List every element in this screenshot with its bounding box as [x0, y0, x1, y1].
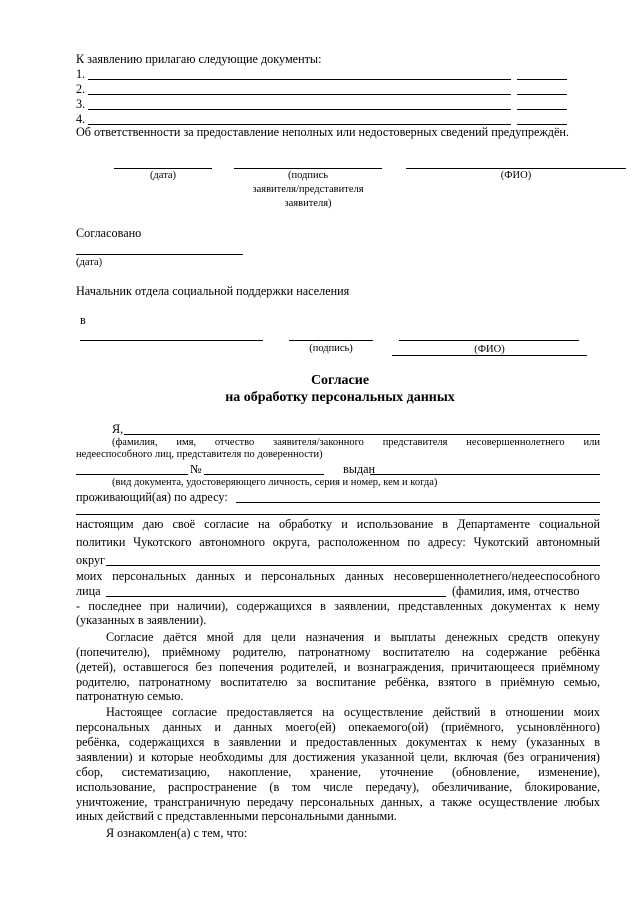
paragraph-line: иных действий с представленными персональными данными.	[76, 809, 397, 823]
attachment-item-number: 3.	[76, 97, 86, 111]
document-hint: (вид документа, удостоверяющего личность, серия и номер, кем и когда)	[112, 477, 438, 488]
attachment-item-number: 4.	[76, 112, 86, 126]
document-number-line[interactable]	[204, 474, 324, 475]
attachment-sheets-line[interactable]	[517, 94, 567, 95]
attachments-intro: К заявлению прилагаю следующие документы:	[76, 52, 322, 66]
document-issued-line[interactable]	[370, 474, 600, 475]
signature-caption: заявителя)	[284, 198, 332, 209]
okrug-label: округ	[76, 553, 106, 567]
approval-department-line[interactable]	[80, 340, 263, 341]
signature-line[interactable]	[234, 168, 382, 169]
consent-title: Согласие	[310, 373, 370, 388]
paragraph-line: заявлении) и которые необходимы для достижения указанной цели, включая (без ограничения)	[76, 750, 600, 764]
i-label: Я,	[112, 422, 124, 436]
fio-hint-inline: (фамилия, имя, отчество	[452, 584, 580, 598]
issued-label: выдан	[343, 462, 376, 476]
paragraph-line: (детей), оставшегося без попечения родителей, и вознаграждения, причитающееся приёмному	[76, 660, 600, 674]
paragraph-line: родителю, патронатному воспитателю за воспитание ребёнка, взятого в приёмную семью,	[76, 675, 600, 689]
approval-fio-underline	[392, 355, 587, 356]
attachment-item-number: 2.	[76, 82, 86, 96]
agreed-label: Согласовано	[76, 226, 142, 240]
approval-signature-line[interactable]	[289, 340, 373, 341]
document-type-line[interactable]	[76, 474, 188, 475]
paragraph-line: сбор, систематизацию, накопление, хранение, уточнение (обновление, изменение),	[76, 765, 600, 779]
attachment-line[interactable]	[88, 79, 511, 80]
paragraph-line: (попечителю), приёмному родителю, патронатному воспитателю на содержание ребёнка	[76, 645, 600, 659]
paragraph-line: - последнее при наличии), содержащихся в заявлении, представленных документах к нему	[76, 599, 600, 613]
paragraph-line: политики Чукотского автономного округа, расположенном по адресу: Чукотский автономный	[76, 535, 600, 549]
applicant-fio-line[interactable]	[124, 434, 600, 435]
attachment-sheets-line[interactable]	[517, 79, 567, 80]
date-line[interactable]	[114, 168, 212, 169]
paragraph-line: ребёнка, содержащихся в заявлении и предоставленных документах к нему (указанных в	[76, 735, 600, 749]
paragraph-line: настоящим даю своё согласие на обработку и использование в Департаменте социальной	[76, 517, 600, 531]
approval-signature-caption: (подпись)	[309, 343, 353, 354]
paragraph-line: моих персональных данных и персональных данных несовершеннолетнего/недееспособного	[76, 569, 600, 583]
fio-caption: (ФИО)	[500, 170, 532, 181]
number-label: №	[190, 462, 202, 476]
ward-fio-line[interactable]	[106, 596, 446, 597]
attachment-line[interactable]	[88, 94, 511, 95]
signature-caption: (подпись	[287, 170, 329, 181]
head-title: Начальник отдела социальной поддержки населения	[76, 284, 350, 298]
attachment-item-number: 1.	[76, 67, 86, 81]
paragraph-line: использование, распространение (в том числе передачу), обезличивание, блокирование,	[76, 780, 600, 794]
attachment-line[interactable]	[88, 109, 511, 110]
address-line[interactable]	[236, 502, 600, 503]
residing-label: проживающий(ая) по адресу:	[76, 490, 228, 504]
paragraph-line: (указанных в заявлении).	[76, 613, 207, 627]
signature-caption: заявителя/представителя	[252, 184, 364, 195]
in-label: в	[80, 313, 86, 327]
paragraph-line: персональных данных и данных моего(ей) опекаемого(ой) (приёмного, усыновлённого)	[76, 720, 600, 734]
fio-hint: (фамилия, имя, отчество заявителя/законного представителя несовершеннолетнего или	[112, 437, 600, 448]
address-line-2[interactable]	[76, 514, 600, 515]
paragraph-line: Согласие даётся мной для цели назначения и выплаты денежных средств опекуну	[106, 630, 600, 644]
approval-date-line[interactable]	[76, 254, 243, 255]
consent-subtitle: на обработку персональных данных	[225, 390, 455, 405]
responsibility-notice: Об ответственности за предоставление неполных или недостоверных сведений предупреждён.	[76, 125, 569, 139]
okrug-address-line[interactable]	[106, 565, 600, 566]
paragraph-line: уничтожение, трансграничную передачу персональных данных, а также осуществление любых	[76, 795, 600, 809]
approval-date-caption: (дата)	[76, 257, 103, 268]
person-label: лица	[76, 584, 101, 598]
paragraph-line: Настоящее согласие предоставляется на осуществление действий в отношении моих	[106, 705, 600, 719]
attachment-sheets-line[interactable]	[517, 109, 567, 110]
approval-fio-line[interactable]	[399, 340, 579, 341]
paragraph-line: патронатную семью.	[76, 689, 184, 703]
fio-hint: недееспособного лиц, представителя по доверенности)	[76, 449, 323, 460]
acknowledgement-line: Я ознакомлен(а) с тем, что:	[106, 826, 248, 840]
approval-fio-caption: (ФИО)	[474, 344, 505, 355]
fio-line[interactable]	[406, 168, 626, 169]
date-caption: (дата)	[149, 170, 177, 181]
